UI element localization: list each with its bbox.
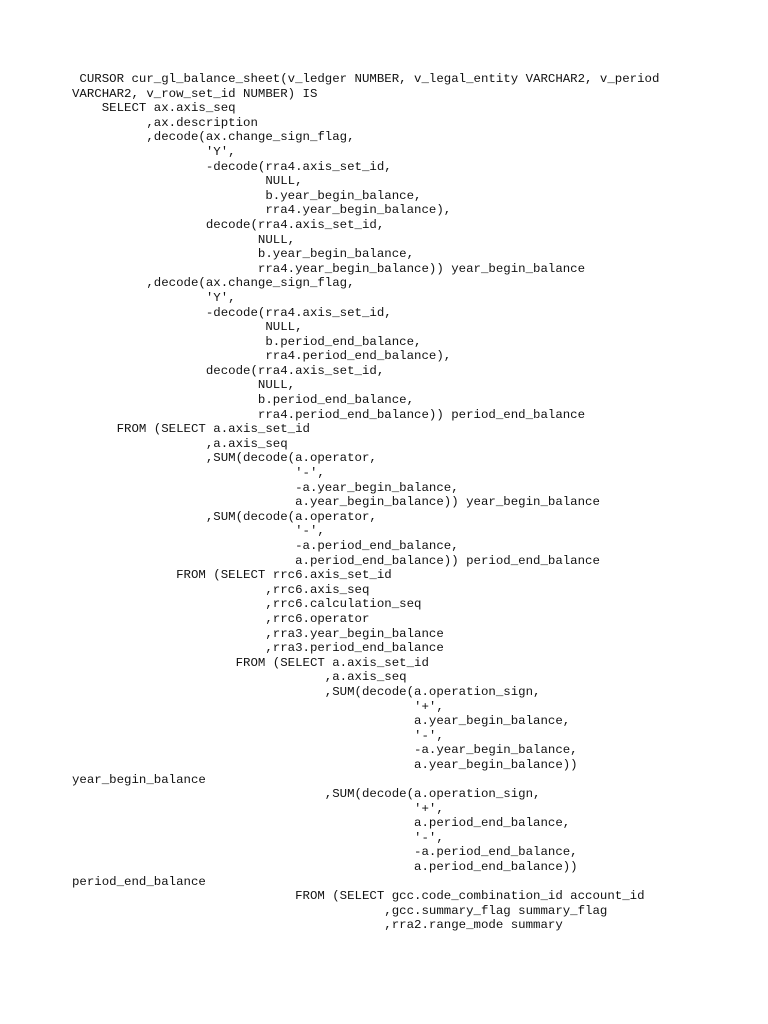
code-line: b.period_end_balance, — [72, 334, 422, 349]
code-line: year_begin_balance — [72, 772, 206, 787]
code-line: FROM (SELECT gcc.code_combination_id account_id — [72, 889, 645, 904]
code-line: ,rra2.range_mode summary — [72, 918, 563, 933]
code-line: a.period_end_balance, — [72, 816, 571, 831]
code-line: ,SUM(decode(a.operation_sign, — [72, 787, 541, 802]
code-line: ,a.axis_seq — [72, 670, 407, 685]
code-line: '-', — [72, 830, 444, 845]
code-line: 'Y', — [72, 290, 236, 305]
code-line: '+', — [72, 699, 444, 714]
code-line: a.year_begin_balance)) year_begin_balance — [72, 495, 600, 510]
code-line: a.period_end_balance)) period_end_balance — [72, 553, 600, 568]
code-line: FROM (SELECT rrc6.axis_set_id — [72, 568, 392, 583]
code-line: -decode(rra4.axis_set_id, — [72, 159, 392, 174]
code-line: ,ax.description — [72, 115, 258, 130]
code-line: -a.year_begin_balance, — [72, 743, 578, 758]
code-line: a.year_begin_balance, — [72, 714, 571, 729]
code-line: b.period_end_balance, — [72, 393, 415, 408]
code-line: ,decode(ax.change_sign_flag, — [72, 276, 355, 291]
code-line: ,SUM(decode(a.operator, — [72, 451, 377, 466]
code-line: SELECT ax.axis_seq — [72, 101, 236, 116]
code-line: NULL, — [72, 232, 296, 247]
code-line: rra4.year_begin_balance), — [72, 203, 452, 218]
code-line: b.year_begin_balance, — [72, 188, 422, 203]
code-line: ,rrc6.axis_seq — [72, 582, 370, 597]
code-line: decode(rra4.axis_set_id, — [72, 363, 385, 378]
code-line: a.year_begin_balance)) — [72, 757, 578, 772]
code-line: decode(rra4.axis_set_id, — [72, 217, 385, 232]
code-line: ,rra3.year_begin_balance — [72, 626, 444, 641]
code-line: -decode(rra4.axis_set_id, — [72, 305, 392, 320]
code-line: a.period_end_balance)) — [72, 860, 578, 875]
code-line: ,SUM(decode(a.operator, — [72, 509, 377, 524]
code-line: ,rrc6.operator — [72, 611, 370, 626]
code-line: period_end_balance — [72, 874, 206, 889]
code-line: rra4.year_begin_balance)) year_begin_balance — [72, 261, 586, 276]
code-line: ,SUM(decode(a.operation_sign, — [72, 684, 541, 699]
code-line: rra4.period_end_balance), — [72, 349, 452, 364]
code-line: -a.period_end_balance, — [72, 539, 459, 553]
code-line: VARCHAR2, v_row_set_id NUMBER) IS — [72, 86, 318, 101]
code-line: '+', — [72, 801, 444, 816]
code-line: '-', — [72, 524, 325, 539]
code-line: b.year_begin_balance, — [72, 247, 415, 262]
code-line: ,rra3.period_end_balance — [72, 641, 444, 656]
code-line: ,rrc6.calculation_seq — [72, 597, 422, 612]
code-line: rra4.period_end_balance)) period_end_balance — [72, 407, 586, 422]
code-line: NULL, — [72, 320, 303, 335]
sql-code-block — [72, 72, 659, 933]
code-line: NULL, — [72, 378, 296, 393]
code-line: -a.year_begin_balance, — [72, 480, 459, 495]
code-line: 'Y', — [72, 144, 236, 159]
code-line: '-', — [72, 728, 444, 743]
code-line: FROM (SELECT a.axis_set_id — [72, 422, 310, 437]
code-line: ,a.axis_seq — [72, 436, 288, 451]
code-line: FROM (SELECT a.axis_set_id — [72, 655, 429, 670]
code-line: '-', — [72, 466, 325, 481]
code-line: ,gcc.summary_flag summary_flag — [72, 903, 608, 918]
code-line: ,decode(ax.change_sign_flag, — [72, 130, 355, 145]
code-line: CURSOR cur_gl_balance_sheet(v_ledger NUMBER, v_legal_entity VARCHAR2, v_period — [72, 72, 660, 86]
code-line: NULL, — [72, 174, 303, 189]
code-line: -a.period_end_balance, — [72, 845, 578, 860]
